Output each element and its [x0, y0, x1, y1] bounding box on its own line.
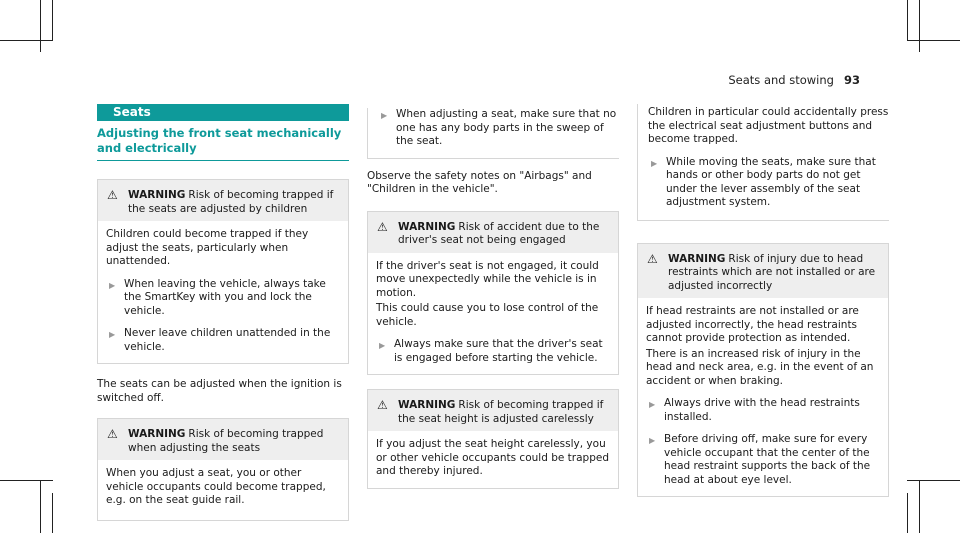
list-item: ▶ Always make sure that the driver's seat is engaged before starting the vehicle. — [379, 338, 603, 364]
warning-title: Risk of injury due to head restraints which are not installed or are adjusted incorrectly — [668, 252, 876, 292]
warning-text: If the driver's seat is not engaged, it could move unexpectedly while the vehicle is in motion. — [376, 259, 599, 299]
warning-body — [98, 221, 348, 363]
warning-label: WARNING — [398, 220, 456, 233]
warning-continued — [637, 104, 889, 221]
warning-triangle-icon: ⚠ — [647, 251, 658, 266]
arrow-right-icon: ▶ — [381, 111, 388, 120]
warning-triangle-icon: ⚠ — [107, 188, 118, 202]
warning-box — [97, 418, 349, 521]
warning-header — [638, 244, 888, 299]
warning-box — [367, 389, 619, 489]
warning-text: This could cause you to lose control of the vehicle. — [376, 302, 599, 328]
list-item: ▶ While moving the seats, make sure that hands or other body parts do not get under the lever assembly of the seat adjustment system. — [651, 155, 876, 208]
warning-body — [98, 460, 348, 520]
list-item: ▶ Always drive with the head restraints installed. — [649, 397, 860, 423]
warning-header — [98, 180, 348, 221]
warning-text: Children could become trapped if they adjust the seats, particularly when unattended. — [106, 228, 309, 267]
warning-label: WARNING — [128, 428, 186, 440]
crop-mark — [0, 480, 53, 481]
warning-title: Risk of becoming trapped if the seat height is adjusted carelessly — [398, 399, 604, 425]
arrow-right-icon: ▶ — [651, 158, 658, 168]
paragraph: The seats can be adjusted when the ignition is switched off. — [97, 378, 342, 404]
crop-mark — [40, 480, 41, 533]
paragraph: Observe the safety notes on "Airbags" and "Children in the vehicle". — [367, 169, 592, 195]
arrow-right-icon: ▶ — [109, 330, 116, 339]
paragraph: Children in particular could accidentally press the electrical seat adjustment buttons and become trapped. — [648, 106, 889, 145]
warning-title: Risk of accident due to the driver's seat not being engaged — [398, 220, 600, 246]
warning-header — [368, 212, 618, 253]
crop-mark — [919, 0, 920, 52]
column-3 — [637, 104, 889, 497]
warning-body — [638, 298, 888, 496]
arrow-right-icon: ▶ — [649, 400, 656, 409]
list-item: ▶ Before driving off, make sure for every vehicle occupant that the center of the head restraint supports the back of the head at about eye level. — [649, 433, 871, 486]
warning-triangle-icon: ⚠ — [377, 219, 388, 234]
warning-header — [368, 390, 618, 431]
arrow-right-icon: ▶ — [649, 436, 656, 445]
list-item: ▶ Never leave children unattended in the vehicle. — [109, 327, 331, 353]
warning-text: When you adjust a seat, you or other vehicle occupants could become trapped, e.g. on the seat guide rail. — [106, 467, 326, 506]
warning-continued — [367, 108, 619, 159]
crop-mark — [40, 0, 41, 52]
section-title: Seats — [97, 104, 349, 121]
warning-body — [368, 253, 618, 375]
arrow-right-icon: ▶ — [379, 341, 386, 350]
crop-mark — [907, 0, 908, 40]
column-1 — [97, 104, 349, 521]
list-item: ▶ When leaving the vehicle, always take the SmartKey with you and lock the vehicle. — [109, 277, 326, 317]
warning-title: Risk of becoming trapped if the seats are adjusted by children — [128, 189, 334, 215]
warning-text: If you adjust the seat height carelessly, you or other vehicle occupants could be trapped and thereby injured. — [376, 438, 609, 477]
warning-body — [368, 431, 618, 488]
crop-mark — [52, 0, 53, 40]
crop-mark — [919, 480, 920, 533]
warning-header — [98, 419, 348, 460]
arrow-right-icon: ▶ — [109, 280, 116, 290]
column-2 — [367, 104, 619, 489]
warning-box — [97, 179, 349, 364]
running-head — [728, 73, 860, 87]
warning-title: Risk of becoming trapped when adjusting the seats — [128, 428, 324, 454]
warning-label: WARNING — [128, 189, 186, 201]
warning-label: WARNING — [668, 252, 726, 265]
crop-mark — [0, 40, 53, 41]
warning-text: There is an increased risk of injury in the head and neck area, e.g. in the event of an accident or when braking. — [646, 347, 874, 387]
page-number: 93 — [843, 73, 860, 87]
warning-box — [367, 211, 619, 376]
warning-triangle-icon: ⚠ — [377, 398, 388, 412]
warning-box — [637, 243, 889, 498]
crop-mark — [907, 40, 960, 41]
crop-mark — [52, 493, 53, 533]
subheading: Adjusting the front seat mechanically and electrically — [97, 126, 349, 161]
list-item: ▶ When adjusting a seat, make sure that no one has any body parts in the sweep of the seat. — [381, 108, 617, 147]
warning-label: WARNING — [398, 399, 456, 411]
warning-triangle-icon: ⚠ — [107, 427, 118, 441]
running-head-title: Seats and stowing — [728, 73, 834, 87]
warning-text: If head restraints are not installed or are adjusted incorrectly, the head restraints cannot provide protection as intended. — [646, 305, 859, 344]
crop-mark — [907, 493, 908, 533]
crop-mark — [907, 480, 960, 481]
